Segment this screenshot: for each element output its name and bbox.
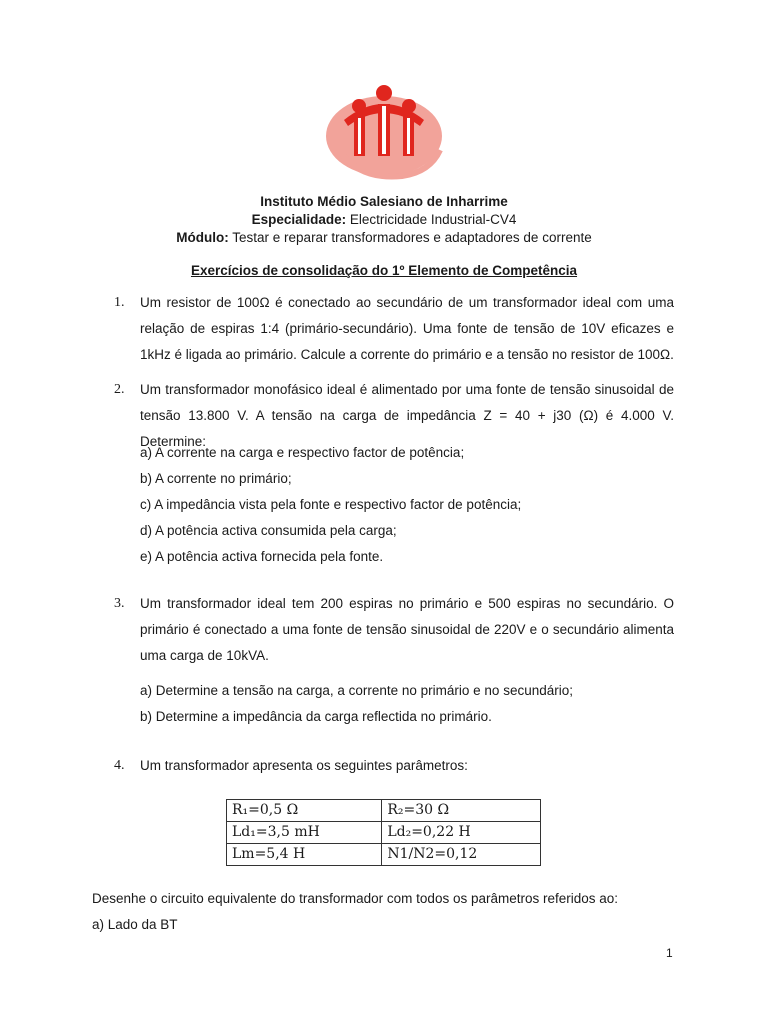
- exercise-title: Exercícios de consolidação do 1º Elemento de Competência: [190, 263, 578, 278]
- list-item: a) A corrente na carga e respectivo factor de potência;: [140, 445, 465, 460]
- specialty-line: [0, 211, 768, 229]
- question-text: Um transformador apresenta os seguintes parâmetros:: [140, 758, 468, 773]
- table-cell: N1/N2=0,12: [382, 844, 541, 866]
- table-cell: Ld₂=0,22 H: [382, 822, 541, 844]
- instruction-text: Desenhe o circuito equivalente do transformador com todos os parâmetros referidos ao:: [92, 891, 619, 906]
- module-line: [0, 229, 768, 247]
- institute-name: Instituto Médio Salesiano de Inharrime: [260, 194, 508, 209]
- list-item: d) A potência activa consumida pela carga;: [140, 523, 397, 538]
- question-3: [114, 591, 674, 669]
- specialty-label: Especialidade:: [251, 212, 347, 227]
- parameters-table: [226, 799, 541, 866]
- question-text: Um transformador monofásico ideal é alimentado por uma fonte de tensão sinusoidal de tensão 13.800 V. A tensão na carga de impedância Z = 40 + j30 (Ω) é 4.000 V. Determine:: [140, 382, 674, 449]
- question-4: [114, 753, 674, 779]
- instruction-item-a: a) Lado da BT: [92, 917, 178, 932]
- question-3-items: [140, 678, 573, 730]
- salesian-logo-icon: [322, 84, 446, 180]
- question-number: 3.: [114, 596, 125, 611]
- question-2-items: [140, 440, 521, 570]
- question-text: Um transformador ideal tem 200 espiras no primário e 500 espiras no secundário. O primário é conectado a uma fonte de tensão sinusoidal de 220V e o secundário alimenta uma carga de 10kVA.: [140, 596, 674, 663]
- module-label: Módulo:: [176, 230, 229, 245]
- table-cell: R₂=30 Ω: [382, 800, 541, 822]
- table-row: [227, 800, 541, 822]
- question-number: 2.: [114, 382, 125, 397]
- table-cell: Lm=5,4 H: [227, 844, 382, 866]
- table-cell: Ld₁=3,5 mH: [227, 822, 382, 844]
- table-row: [227, 822, 541, 844]
- list-item: b) Determine a impedância da carga reflectida no primário.: [140, 709, 492, 724]
- list-item: a) Determine a tensão na carga, a corrente no primário e no secundário;: [140, 683, 573, 698]
- question-1: [114, 290, 674, 368]
- specialty-value: Electricidade Industrial-CV4: [346, 212, 517, 227]
- document-header: [0, 193, 768, 247]
- page-number: 1: [666, 946, 673, 960]
- question-number: 1.: [114, 295, 125, 310]
- list-item: b) A corrente no primário;: [140, 471, 292, 486]
- list-item: c) A impedância vista pela fonte e respectivo factor de potência;: [140, 497, 522, 512]
- module-value: Testar e reparar transformadores e adaptadores de corrente: [228, 230, 592, 245]
- question-number: 4.: [114, 758, 125, 773]
- list-item: e) A potência activa fornecida pela fonte.: [140, 549, 384, 564]
- table-row: [227, 844, 541, 866]
- question-text: Um resistor de 100Ω é conectado ao secundário de um transformador ideal com uma relação de espiras 1:4 (primário-secundário). Uma fonte de tensão de 10V eficazes e 1kHz é ligada ao primário. Calcule a corrente do primário e a tensão no resistor de 100Ω.: [140, 295, 674, 362]
- table-cell: R₁=0,5 Ω: [227, 800, 382, 822]
